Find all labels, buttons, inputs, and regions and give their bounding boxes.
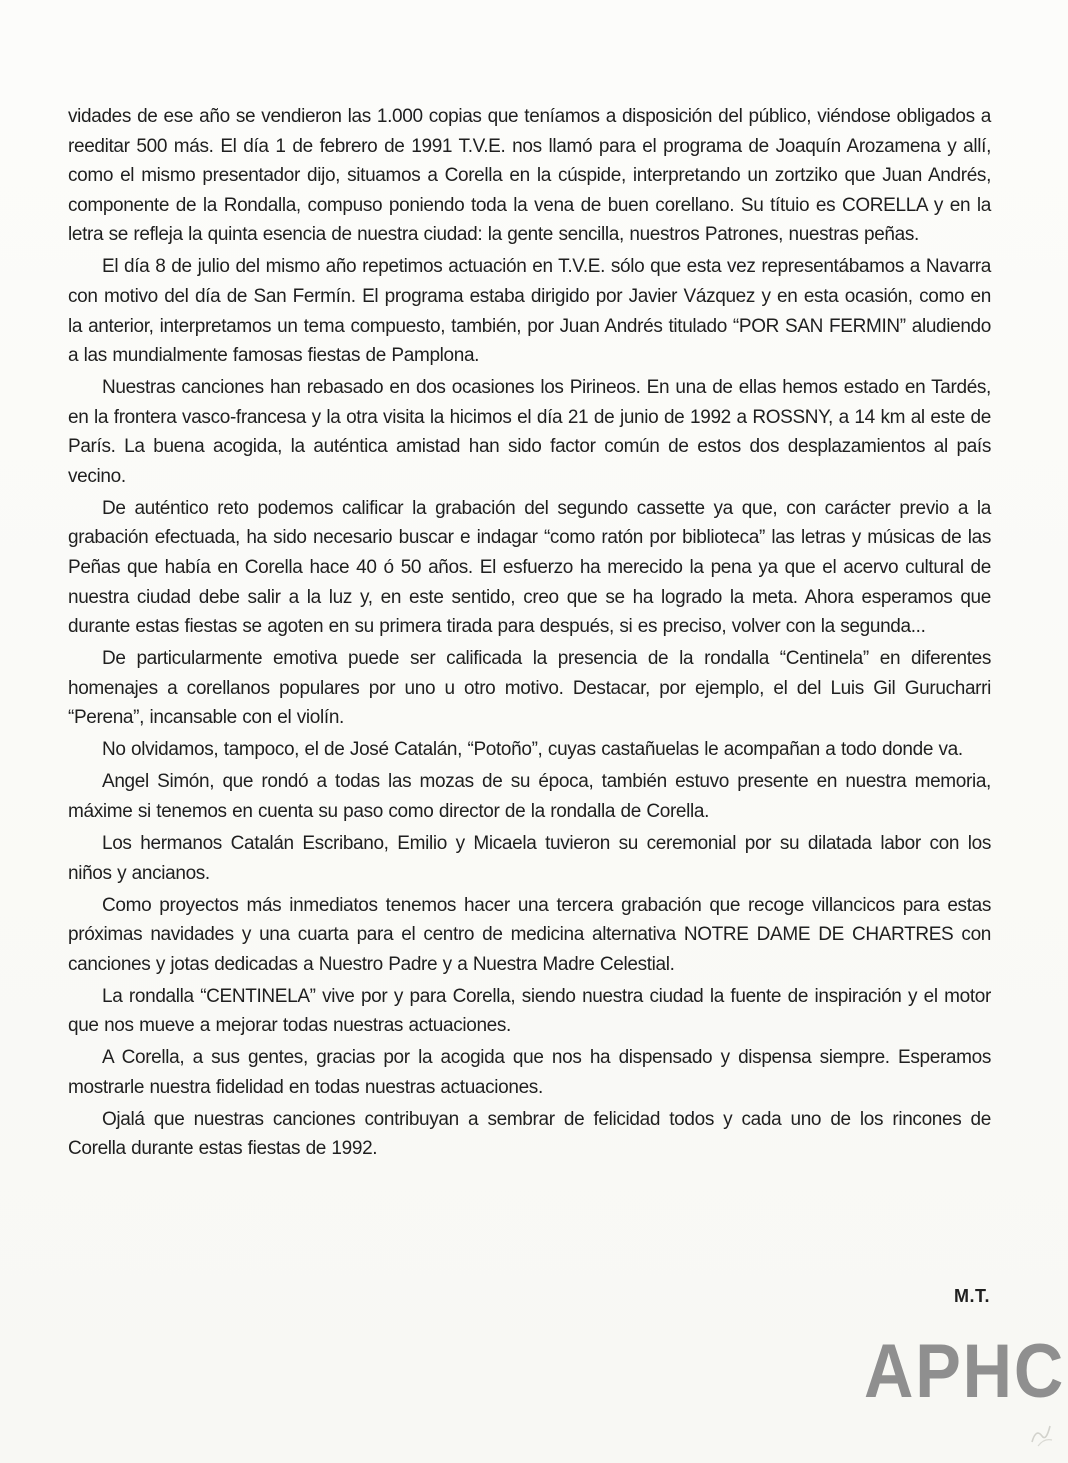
aphc-logo: APHC [864,1329,1066,1414]
page-corner-mark-icon [1028,1418,1056,1448]
paragraph-11: A Corella, a sus gentes, gracias por la acogida que nos ha dispensado y dispensa siempre. Esperamos mostrarle nuestra fidelidad en todas nuestras actuaciones. [68,1047,991,1098]
paragraph-3: Nuestras canciones han rebasado en dos ocasiones los Pirineos. En una de ellas hemos estado en Tardés, en la frontera vasco-francesa y la otra visita la hicimos el día 21 de junio de 1992 a ROSSNY, a 14 km al este de París. La buena acogida, la auténtica amistad han sido factor común de estos dos desplazamientos al país vecino. [68,377,991,487]
paragraph-10: La rondalla “CENTINELA” vive por y para Corella, siendo nuestra ciudad la fuente de inspiración y el motor que nos mueve a mejorar todas nuestras actuaciones. [68,985,991,1037]
paragraph-12: Ojalá que nuestras canciones contribuyan a sembrar de felicidad todos y cada uno de los rincones de Corella durante estas fiestas de 1992. [68,1108,991,1160]
paragraph-5: De particularmente emotiva puede ser calificada la presencia de la rondalla “Centinela” en diferentes homenajes a corellanos populares por uno u otro motivo. Destacar, por ejemplo, el del Luis Gil Gurucharri “Perena”, incansable con el violín. [68,648,991,729]
article-body [68,102,991,1166]
paragraph-1: vidades de ese año se vendieron las 1.000 copias que teníamos a disposición del público, viéndose obligados a reeditar 500 más. El día 1 de febrero de 1991 T.V.E. nos llamó para el programa de Joaquín Arozamena y allí, como el mismo presentador dijo, situamos a Corella en la cúspide, interpretando un zortziko que Juan Andrés, componente de la Rondalla, compuso poniendo toda la vena de buen corellano. Su títuio es CORELLA y en la letra se refleja la quinta esencia de nuestra ciudad: la gente sencilla, nuestros Patrones, nuestras peñas. [68,106,991,246]
paragraph-6: No olvidamos, tampoco, el de José Catalán, “Potoño”, cuyas castañuelas le acompañan a todo donde va. [102,739,963,761]
paragraph-2: El día 8 de julio del mismo año repetimos actuación en T.V.E. sólo que esta vez representábamos a Navarra con motivo del día de San Fermín. El programa estaba dirigido por Javier Vázquez y en esta ocasión, como en la anterior, interpretamos un tema compuesto, también, por Juan Andrés titulado “POR SAN FERMIN” aludiendo a las mundialmente famosas fiestas de Pamplona. [68,256,991,367]
paragraph-4: De auténtico reto podemos calificar la grabación del segundo cassette ya que, con carácter previo a la grabación efectuada, ha sido necesario buscar e indagar “como ratón por biblioteca” las letras y músicas de las Peñas que había en Corella hace 40 ó 50 años. El esfuerzo ha merecido la pena ya que el acervo cultural de nuestra ciudad debe salir a la luz y, en este sentido, creo que se ha logrado la meta. Ahora esperamos que durante estas fiestas se agoten en su primera tirada para después, si es preciso, volver con la segunda... [68,497,991,638]
paragraph-9: Como proyectos más inmediatos tenemos hacer una tercera grabación que recoge villancicos para estas próximas navidades y una cuarta para el centro de medicina alternativa NOTRE DAME DE CHARTRES con canciones y jotas dedicadas a Nuestro Padre y a Nuestra Madre Celestial. [68,894,991,975]
paragraph-7: Angel Simón, que rondó a todas las mozas de su época, también estuvo presente en nuestra memoria, máxime si tenemos en cuenta su paso como director de la rondalla de Corella. [68,771,991,822]
author-signature: M.T. [954,1286,990,1306]
paragraph-8: Los hermanos Catalán Escribano, Emilio y Micaela tuvieron su ceremonial por su dilatada labor con los niños y ancianos. [68,832,991,884]
